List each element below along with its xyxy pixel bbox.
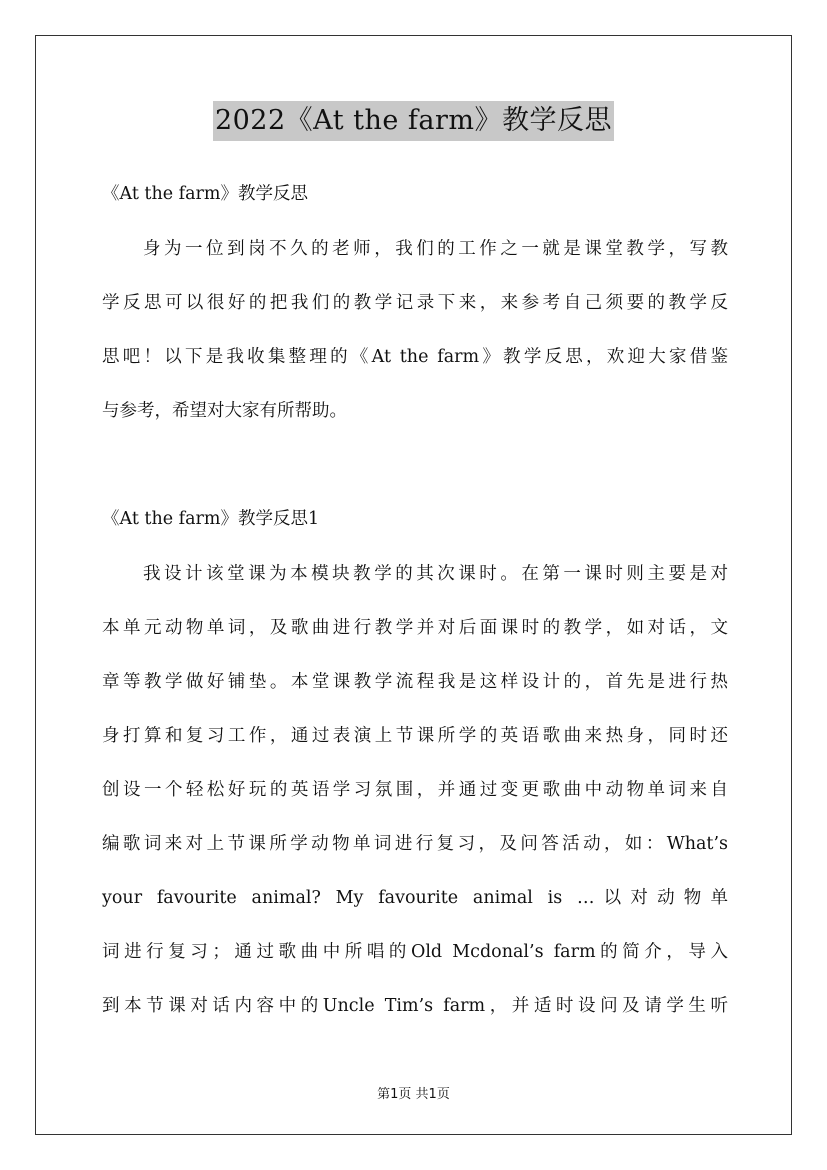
paragraph-line: 编歌词来对上节课所学动物单词进行复习，及问答活动，如：What’s [102,834,728,854]
paragraph-line: 创设一个轻松好玩的英语学习氛围，并通过变更歌曲中动物单词来自 [102,780,728,800]
paragraph-line: 思吧！以下是我收集整理的《At the farm》教学反思，欢迎大家借鉴 [102,347,728,367]
paragraph-line: 词进行复习；通过歌曲中所唱的Old Mcdonal’s farm的简介，导入 [102,942,728,962]
page-footer: 第1页 共1页 [377,1087,450,1102]
paragraph-line: 章等教学做好铺垫。本堂课教学流程我是这样设计的，首先是进行热 [102,672,728,692]
paragraph-line: 我设计该堂课为本模块教学的其次课时。在第一课时则主要是对 [143,564,728,584]
intro-heading: 《At the farm》教学反思 [102,184,309,204]
paragraph-line: your favourite animal? My favourite animal is …以对动物单 [102,888,728,908]
section-heading: 《At the farm》教学反思1 [102,509,320,529]
paragraph-line: 到本节课对话内容中的Uncle Tim’s farm，并适时设问及请学生听 [102,996,728,1016]
paragraph-line: 与参考，希望对大家有所帮助。 [102,401,347,421]
paragraph-line: 学反思可以很好的把我们的教学记录下来，来参考自己须要的教学反 [102,293,728,313]
document-title: 2022《At the farm》教学反思 [213,101,614,141]
paragraph-line: 身打算和复习工作，通过表演上节课所学的英语歌曲来热身，同时还 [102,726,728,746]
title-container [0,101,827,141]
paragraph-line: 身为一位到岗不久的老师，我们的工作之一就是课堂教学，写教 [143,239,728,259]
paragraph-line: 本单元动物单词，及歌曲进行教学并对后面课时的教学，如对话，文 [102,618,728,638]
